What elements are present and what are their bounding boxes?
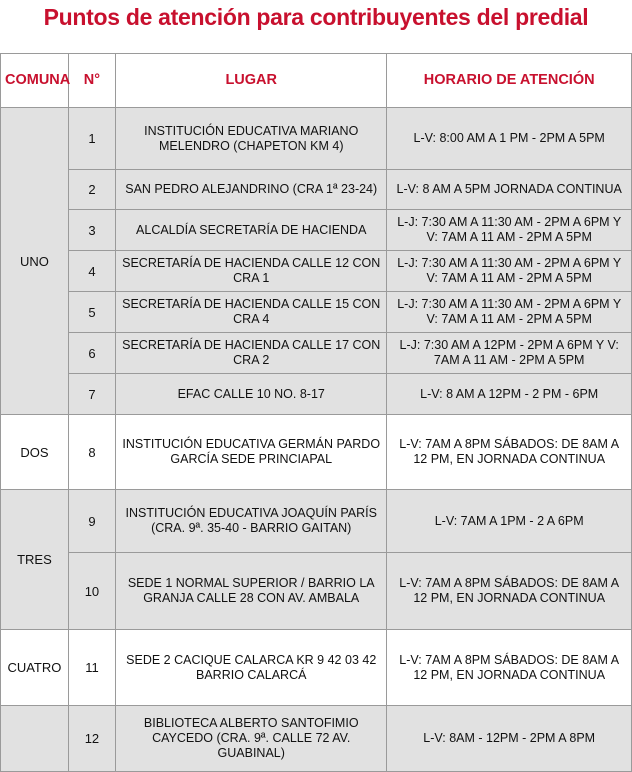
header-horario: HORARIO DE ATENCIÓN <box>387 54 632 108</box>
lugar-cell: INSTITUCIÓN EDUCATIVA MARIANO MELENDRO (CHAPETON KM 4) <box>116 108 387 170</box>
table-row <box>1 553 632 630</box>
table-row <box>1 292 632 333</box>
row-number: 8 <box>68 415 115 490</box>
table-row <box>1 415 632 490</box>
service-points-table <box>0 53 632 772</box>
comuna-cell <box>1 706 69 772</box>
row-number: 3 <box>68 210 115 251</box>
row-number: 9 <box>68 490 115 553</box>
table-row <box>1 210 632 251</box>
horario-cell: L-J: 7:30 AM A 11:30 AM - 2PM A 6PM Y V: 7AM A 11 AM - 2PM A 5PM <box>387 210 632 251</box>
header-comuna: COMUNA <box>1 54 69 108</box>
comuna-cell: DOS <box>1 415 69 490</box>
comuna-cell: UNO <box>1 108 69 415</box>
lugar-cell: SEDE 1 NORMAL SUPERIOR / BARRIO LA GRANJA CALLE 28 CON AV. AMBALA <box>116 553 387 630</box>
horario-cell: L-V: 7AM A 8PM SÁBADOS: DE 8AM A 12 PM, EN JORNADA CONTINUA <box>387 553 632 630</box>
page-title: Puntos de atención para contribuyentes del predial <box>43 4 589 30</box>
header-lugar: LUGAR <box>116 54 387 108</box>
horario-cell: L-V: 8AM - 12PM - 2PM A 8PM <box>387 706 632 772</box>
lugar-cell: INSTITUCIÓN EDUCATIVA GERMÁN PARDO GARCÍA SEDE PRINCIAPAL <box>116 415 387 490</box>
table-row <box>1 170 632 210</box>
row-number: 5 <box>68 292 115 333</box>
lugar-cell: SECRETARÍA DE HACIENDA CALLE 12 CON CRA 1 <box>116 251 387 292</box>
table-header-row <box>1 54 632 108</box>
table-row <box>1 108 632 170</box>
lugar-cell: BIBLIOTECA ALBERTO SANTOFIMIO CAYCEDO (CRA. 9ª. CALLE 72 AV. GUABINAL) <box>116 706 387 772</box>
row-number: 10 <box>68 553 115 630</box>
lugar-cell: SECRETARÍA DE HACIENDA CALLE 15 CON CRA 4 <box>116 292 387 333</box>
horario-cell: L-V: 7AM A 8PM SÁBADOS: DE 8AM A 12 PM, EN JORNADA CONTINUA <box>387 415 632 490</box>
lugar-cell: SAN PEDRO ALEJANDRINO (CRA 1ª 23-24) <box>116 170 387 210</box>
comuna-cell: CUATRO <box>1 630 69 706</box>
table-row <box>1 706 632 772</box>
table-row <box>1 630 632 706</box>
horario-cell: L-V: 7AM A 8PM SÁBADOS: DE 8AM A 12 PM, EN JORNADA CONTINUA <box>387 630 632 706</box>
horario-cell: L-V: 8 AM A 12PM - 2 PM - 6PM <box>387 374 632 415</box>
row-number: 4 <box>68 251 115 292</box>
row-number: 12 <box>68 706 115 772</box>
horario-cell: L-V: 8:00 AM A 1 PM - 2PM A 5PM <box>387 108 632 170</box>
lugar-cell: INSTITUCIÓN EDUCATIVA JOAQUÍN PARÍS (CRA. 9ª. 35-40 - BARRIO GAITAN) <box>116 490 387 553</box>
row-number: 7 <box>68 374 115 415</box>
horario-cell: L-V: 7AM A 1PM - 2 A 6PM <box>387 490 632 553</box>
lugar-cell: SEDE 2 CACIQUE CALARCA KR 9 42 03 42 BARRIO CALARCÁ <box>116 630 387 706</box>
horario-cell: L-J: 7:30 AM A 11:30 AM - 2PM A 6PM Y V: 7AM A 11 AM - 2PM A 5PM <box>387 251 632 292</box>
table-row <box>1 374 632 415</box>
lugar-cell: EFAC CALLE 10 NO. 8-17 <box>116 374 387 415</box>
lugar-cell: SECRETARÍA DE HACIENDA CALLE 17 CON CRA 2 <box>116 333 387 374</box>
horario-cell: L-V: 8 AM A 5PM JORNADA CONTINUA <box>387 170 632 210</box>
table-row <box>1 251 632 292</box>
row-number: 6 <box>68 333 115 374</box>
row-number: 2 <box>68 170 115 210</box>
comuna-cell: TRES <box>1 490 69 630</box>
header-num: N° <box>68 54 115 108</box>
table-row <box>1 333 632 374</box>
row-number: 11 <box>68 630 115 706</box>
horario-cell: L-J: 7:30 AM A 12PM - 2PM A 6PM Y V: 7AM A 11 AM - 2PM A 5PM <box>387 333 632 374</box>
lugar-cell: ALCALDÍA SECRETARÍA DE HACIENDA <box>116 210 387 251</box>
row-number: 1 <box>68 108 115 170</box>
table-row <box>1 490 632 553</box>
horario-cell: L-J: 7:30 AM A 11:30 AM - 2PM A 6PM Y V: 7AM A 11 AM - 2PM A 5PM <box>387 292 632 333</box>
